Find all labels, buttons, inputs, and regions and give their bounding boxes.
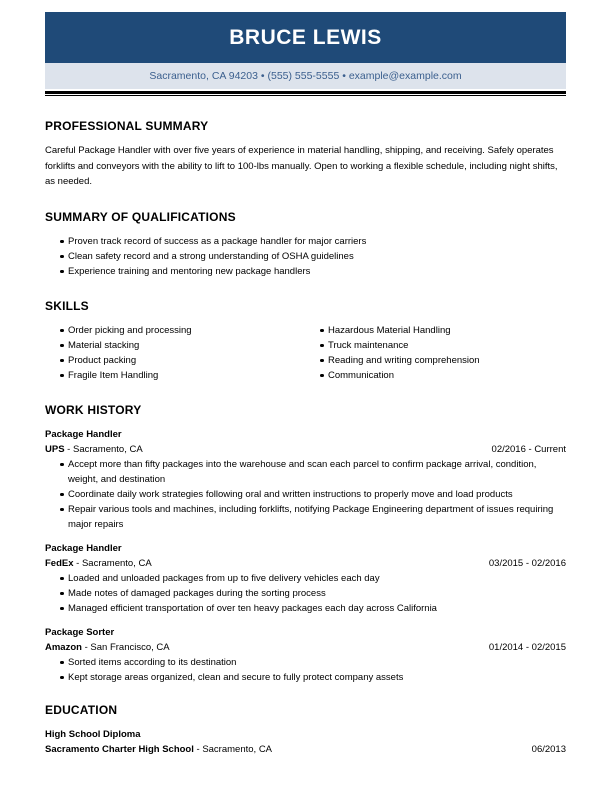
job-bullets — [45, 571, 566, 616]
contact-separator: • — [342, 70, 346, 82]
header-band — [45, 12, 566, 63]
qualifications-section — [45, 210, 566, 279]
list-item: Made notes of damaged packages during the sorting process — [45, 586, 566, 601]
job-dates: 03/2015 - 02/2016 — [488, 557, 566, 569]
job-dates: 01/2014 - 02/2015 — [488, 641, 566, 653]
company-name: UPS — [45, 443, 65, 455]
list-item: Truck maintenance — [305, 338, 565, 353]
skills-list-left — [45, 323, 305, 383]
job-title: Package Handler — [45, 542, 122, 554]
skills-list-right — [305, 323, 565, 383]
summary-section — [45, 119, 566, 190]
job-line — [45, 556, 566, 571]
header-divider — [45, 91, 566, 94]
job-entry — [45, 625, 566, 685]
header-divider-thin — [45, 95, 566, 96]
skills-section — [45, 299, 566, 383]
contact-location: Sacramento, CA 94203 — [149, 70, 258, 82]
list-item: Loaded and unloaded packages from up to five delivery vehicles each day — [45, 571, 566, 586]
job-dates: 02/2016 - Current — [491, 443, 566, 455]
job-title: Package Sorter — [45, 626, 115, 638]
job-entry — [45, 541, 566, 616]
summary-text: Careful Package Handler with over five years of experience in material handling, shipping, and receiving. Safely operates forklifts and conveyors with the ability to lift to 100-lbs manually. Open to working a flexible schedule, including night shifts, as needed. — [45, 145, 558, 187]
contact-band — [45, 63, 566, 89]
company-name: FedEx — [45, 557, 74, 569]
job-title: Package Handler — [45, 428, 122, 440]
list-item: Accept more than fifty packages into the warehouse and scan each parcel to confirm package arrival, condition, weight, and destination — [45, 457, 566, 487]
job-bullets — [45, 655, 566, 685]
section-title: EDUCATION — [45, 702, 118, 717]
list-item: Order picking and processing — [45, 323, 305, 338]
section-title: SKILLS — [45, 298, 89, 313]
contact-separator: • — [260, 70, 265, 82]
list-item: Repair various tools and machines, including forklifts, notifying Package Engineering department of issues requiring major repairs — [45, 502, 566, 532]
degree: High School Diploma — [45, 728, 141, 740]
graduation-date: 06/2013 — [531, 743, 566, 755]
list-item: Hazardous Material Handling — [305, 323, 565, 338]
school-line — [45, 742, 566, 757]
list-item: Fragile Item Handling — [45, 368, 305, 383]
list-item: Managed efficient transportation of over ten heavy packages each day across California — [45, 601, 566, 616]
list-item: Proven track record of success as a package handler for major carriers — [45, 234, 566, 249]
section-title: PROFESSIONAL SUMMARY — [45, 119, 209, 133]
section-title: WORK HISTORY — [45, 402, 142, 417]
contact-phone: (555) 555-5555 — [267, 70, 340, 82]
job-entry — [45, 427, 566, 532]
list-item: Clean safety record and a strong understanding of OSHA guidelines — [45, 249, 566, 264]
list-item: Sorted items according to its destination — [45, 655, 566, 670]
list-item: Material stacking — [45, 338, 305, 353]
job-location: - Sacramento, CA — [73, 557, 152, 569]
list-item: Coordinate daily work strategies following oral and written instructions to properly move and load products — [45, 487, 566, 502]
contact-email[interactable]: example@example.com — [348, 70, 462, 82]
list-item: Reading and writing comprehension — [305, 353, 565, 368]
qualifications-list — [45, 234, 566, 279]
job-line — [45, 442, 566, 457]
job-location: - Sacramento, CA — [64, 443, 143, 455]
job-line — [45, 640, 566, 655]
list-item: Kept storage areas organized, clean and secure to fully protect company assets — [45, 670, 566, 685]
work-section — [45, 403, 566, 685]
job-bullets — [45, 457, 566, 532]
job-location: - San Francisco, CA — [81, 641, 170, 653]
list-item: Product packing — [45, 353, 305, 368]
resume-page — [45, 12, 566, 757]
company-name: Amazon — [45, 641, 82, 653]
candidate-name: BRUCE LEWIS — [229, 25, 382, 49]
school-name: Sacramento Charter High School — [45, 743, 194, 755]
skills-grid — [45, 323, 566, 383]
education-section — [45, 703, 566, 757]
section-title: SUMMARY OF QUALIFICATIONS — [45, 209, 236, 224]
list-item: Communication — [305, 368, 565, 383]
list-item: Experience training and mentoring new package handlers — [45, 264, 566, 279]
school-location: - Sacramento, CA — [193, 743, 273, 755]
